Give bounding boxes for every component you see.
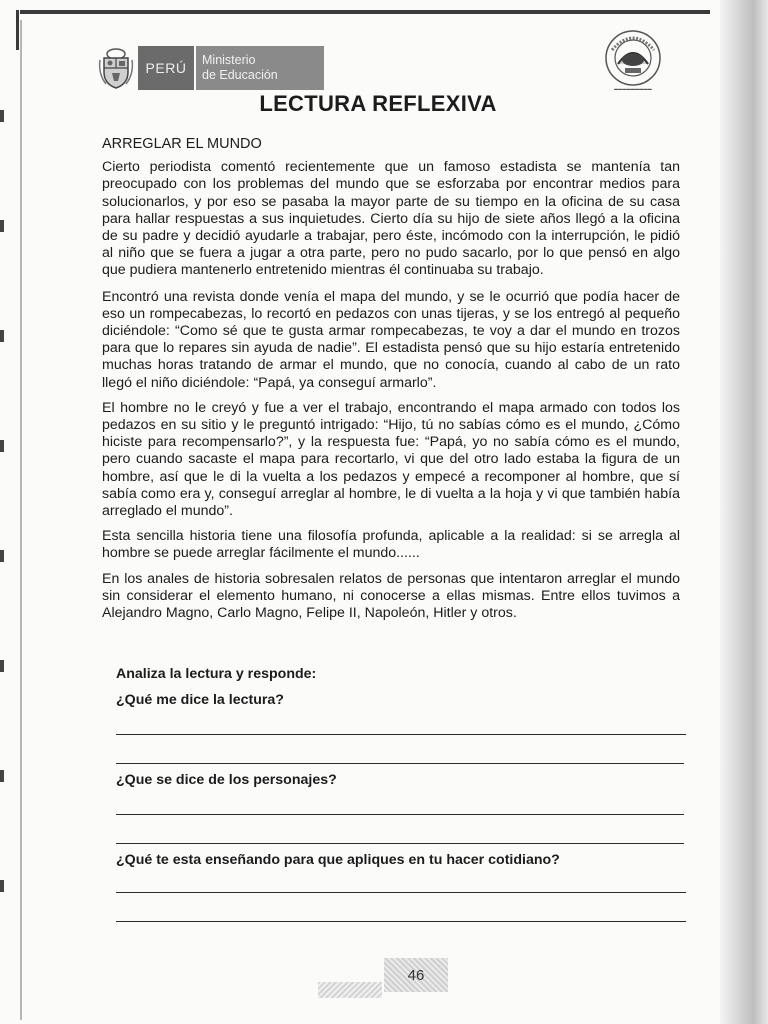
scan-left-edge: [16, 10, 19, 50]
paragraph-1: Cierto periodista comentó recientemente que un famoso estadista se mantenía tan preocupado con los problemas del mundo que se esforzaba por encontrar medios para solucionarlos, y por eso se pasaba la mayor parte de su tiempo en la oficina de su casa para hallar respuestas a sus inquietudes. Cierto día su hijo de siete años llegó a la oficina de su padre y decidió ayudarle a trabajar, pero éste, incómodo con la interrupción, le pidió al niño que se fuera a jugar a otra parte, pero no pudo sacarlo, por lo que pensó en algo que pudiera mantenerlo entretenido mientras él continuaba su trabajo.: [102, 159, 680, 279]
peru-logo-box: [138, 46, 194, 90]
paragraph-3: El hombre no le creyó y fue a ver el trabajo, encontrando el mapa armado con todos los pedazos en su sitio y le preguntó intrigado: “Hijo, tú no sabías cómo es el mundo, ¿Cómo hiciste para recompensarlo?”, y la respuesta fue: “Papá, yo no sabía cómo es el mundo, pero cuando sacaste el mapa para recortarlo, vi que del otro lado estaba la figura de un hombre, así que le di la vuelta a los pedazos y empecé a recomponer al hombre, que sí sabía como era y, conseguí arreglar al hombre, le di vuelta a la hoja y vi que también había arreglado el mundo”.: [102, 399, 680, 520]
scan-smudge: [318, 982, 382, 998]
page-number: 46: [384, 958, 448, 992]
seal-caption-decoration: ▬▬▬▬▬▬▬▬▬: [614, 86, 652, 91]
question-3: ¿Qué te esta enseñando para que apliques en tu hacer cotidiano?: [116, 852, 560, 868]
binding-marks: [0, 60, 4, 960]
paragraph-2: Encontró una revista donde venía el mapa del mundo, y se le ocurrió que podía hacer de eso un rompecabezas, lo recortó en pedazos con unas tijeras, y se los entregó al pequeño diciéndole: “Como sé que te gusta armar rompecabezas, te voy a dar el mundo en trozos para que lo repares sin ayuda de nadie”. El estadista pensó que su hijo estaría entretenido muchas horas tratando de armar el mundo, que no conocía, cuando al cabo de un rato llegó el niño diciéndole: “Papá, ya conseguí armarlo”.: [102, 288, 680, 391]
answer-line-2b[interactable]: [116, 843, 684, 844]
reading-section: [102, 136, 680, 630]
answer-line-1a[interactable]: [116, 734, 686, 735]
ministry-logo-box: [196, 46, 324, 90]
page-title: LECTURA REFLEXIVA: [259, 91, 497, 116]
question-2: ¿Que se dice de los personajes?: [116, 772, 337, 788]
ministry-header: [98, 46, 324, 90]
instruction: Analiza la lectura y responde:: [116, 666, 317, 682]
peru-coat-of-arms-icon: [98, 46, 134, 90]
ministry-line-2: de Educación: [202, 68, 278, 82]
reading-subtitle: ARREGLAR EL MUNDO: [102, 136, 262, 152]
page-left-border: [20, 20, 22, 1020]
answer-line-2a[interactable]: [116, 814, 684, 815]
answer-line-3a[interactable]: [116, 892, 686, 893]
scan-shadow: [720, 0, 768, 1024]
paragraph-5: En los anales de historia sobresalen relatos de personas que intentaron arreglar el mundo sin considerar el elemento humano, ni conocerse a ellas mismas. Entre ellos tuvimos a Alejandro Magno, Carlo Magno, Felipe II, Napoleón, Hitler y otros.: [102, 570, 680, 622]
question-1: ¿Qué me dice la lectura?: [116, 692, 284, 708]
answer-line-1b[interactable]: [116, 763, 684, 764]
scan-top-edge: [20, 10, 710, 14]
ministry-line-1: Ministerio: [202, 53, 256, 67]
answer-line-3b[interactable]: [116, 921, 686, 922]
peru-label: PERÚ: [145, 60, 187, 76]
paragraph-4: Esta sencilla historia tiene una filosofía profunda, aplicable a la realidad: si se arregla al hombre se puede arreglar fácilmente el mundo......: [102, 528, 680, 562]
